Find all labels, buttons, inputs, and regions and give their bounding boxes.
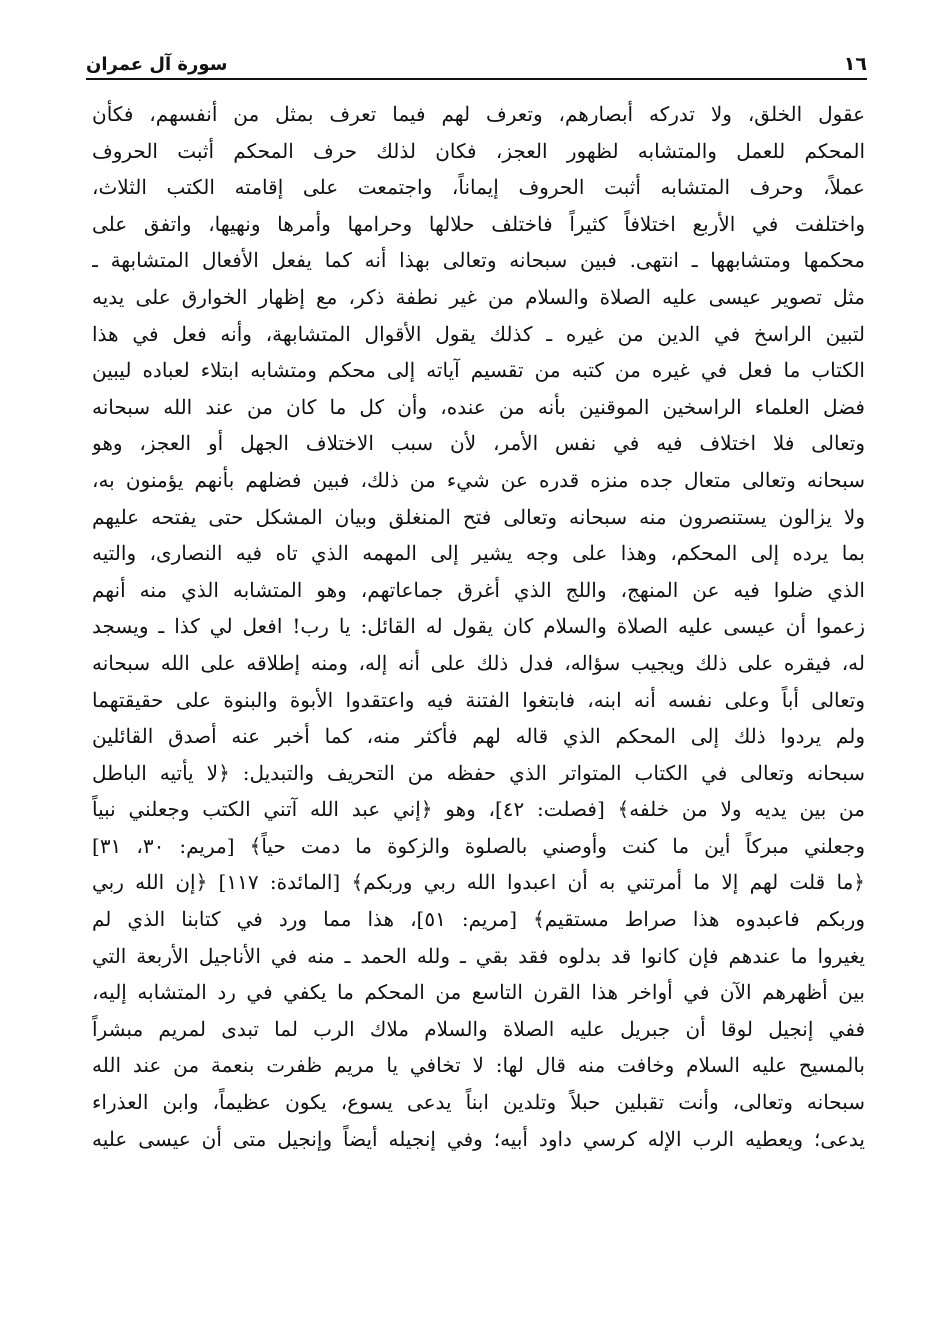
text-line: له، فيقره على ذلك ويجيب سؤاله، فدل ذلك على أنه إله، ومنه إطلاقه على الله سبحانه: [92, 650, 865, 675]
page-number: ١٦: [843, 53, 867, 75]
body-text: [92, 96, 865, 1157]
text-line: وربكم فاعبدوه هذا صراط مستقيم﴾ [مريم: ٥١]، هذا مما ورد في كتابنا الذي لم: [92, 907, 865, 932]
text-line: مثل تصوير عيسى عليه الصلاة والسلام من غير نطفة ذكر، مع إظهار الخوارق على يديه: [92, 284, 865, 309]
text-line: واختلفت في الأربع اختلافاً كثيراً فاختلف حلالها وحرامها وأمرها ونهيها، واتفق على: [92, 211, 865, 236]
text-line: وتعالى أباً وعلى نفسه أنه ابنه، فابتغوا الفتنة فيه واعتقدوا الأبوة والبنوة على حقيقتهما: [92, 687, 865, 712]
text-line: المحكم للعمل والمتشابه لظهور العجز، فكان لذلك حرف المحكم أثبت الحروف: [92, 138, 865, 163]
text-line: الذي ضلوا فيه عن المنهج، واللج الذي أغرق جماعاتهم، وهو المتشابه الذي منه أنهم: [92, 577, 865, 602]
text-line: سبحانه وتعالى في الكتاب المتواتر الذي حفظه من التحريف والتبديل: ﴿لا يأتيه الباطل: [92, 760, 865, 785]
text-line: وجعلني مبركاً أين ما كنت وأوصني بالصلوة والزكوة ما دمت حياً﴾ [مريم: ٣٠، ٣١]: [92, 833, 865, 858]
text-line: محكمها ومتشابهها ـ انتهى. فبين سبحانه وتعالى بهذا أنه كما يفعل الأفعال المتشابهة ـ: [92, 248, 865, 273]
text-line: ولم يردوا ذلك إلى المحكم الذي قاله لهم فأكثر منه، كما أخبر عنه أصدق القائلين: [92, 724, 865, 749]
text-line: بين أظهرهم الآن في أواخر هذا القرن التاسع من المحكم ما يكفي في رد المتشابه إليه،: [92, 980, 865, 1005]
text-line: ﴿ما قلت لهم إلا ما أمرتني به أن اعبدوا الله ربي وربكم﴾ [المائدة: ١١٧] ﴿إن الله ربي: [92, 870, 865, 895]
text-line: الكتاب ما فعل في غيره من كتبه من تقسيم آياته إلى محكم ومتشابه ابتلاء لعباده ليبين: [92, 358, 865, 383]
text-line: بالمسيح عليه السلام وخافت منه قال لها: لا تخافي يا مريم ظفرت بنعمة من عند الله: [92, 1053, 865, 1078]
running-header: [86, 40, 867, 80]
text-line: ففي إنجيل لوقا أن جبريل عليه الصلاة والسلام ملاك الرب لما تبدى لمريم مبشراً: [92, 1016, 865, 1041]
text-line: عملاً، وحرف المتشابه أثبت الحروف إيماناً، واجتمعت على إقامته الكتب الثلاث،: [92, 175, 865, 200]
text-line: فضل العلماء الراسخين الموقنين بأنه من عنده، وأن كل ما كان من عند الله سبحانه: [92, 394, 865, 419]
text-line: يدعى؛ ويعطيه الرب الإله كرسي داود أبيه؛ وفي إنجيله أيضاً وإنجيل متى أن عيسى عليه: [92, 1126, 865, 1151]
text-line: من بين يديه ولا من خلفه﴾ [فصلت: ٤٢]، وهو ﴿إني عبد الله آتني الكتب وجعلني نبياً: [92, 797, 865, 822]
text-line: ولا يزالون يستنصرون منه سبحانه وتعالى فتح المنغلق وبيان المشكل حتى يفتحه عليهم: [92, 504, 865, 529]
text-line: سبحانه وتعالى متعال جده منزه قدره عن شيء من ذلك، فبين فضلهم بأنهم يؤمنون به،: [92, 467, 865, 492]
text-line: يغيروا ما عندهم فإن كانوا قد بدلوه فقد بقي ـ ولله الحمد ـ منه في الأناجيل الأربعة التي: [92, 943, 865, 968]
text-line: سبحانه وتعالى، وأنت تقبلين حبلاً وتلدين ابناً يدعى يسوع، يكون عظيماً، وابن العذراء: [92, 1090, 865, 1115]
text-line: وتعالى فلا اختلاف فيه في نفس الأمر، لأن سبب الاختلاف الجهل أو العجز، وهو: [92, 431, 865, 456]
text-line: لتبين الراسخ في الدين من غيره ـ كذلك يقول الأقوال المتشابهة، وأنه فعل في هذا: [92, 321, 865, 346]
text-line: عقول الخلق، ولا تدركه أبصارهم، وتعرف لهم فيما تعرف بمثل من أنفسهم، فكأن: [92, 102, 865, 126]
text-line: زعموا أن عيسى عليه الصلاة والسلام كان يقول له القائل: يا رب! افعل لي كذا ـ ويسجد: [92, 614, 865, 639]
text-line: بما يرده إلى المحكم، وهذا على وجه يشير إلى المهمه الذي تاه فيه النصارى، والتيه: [92, 541, 865, 566]
surah-title: سورة آل عمران: [86, 54, 228, 75]
